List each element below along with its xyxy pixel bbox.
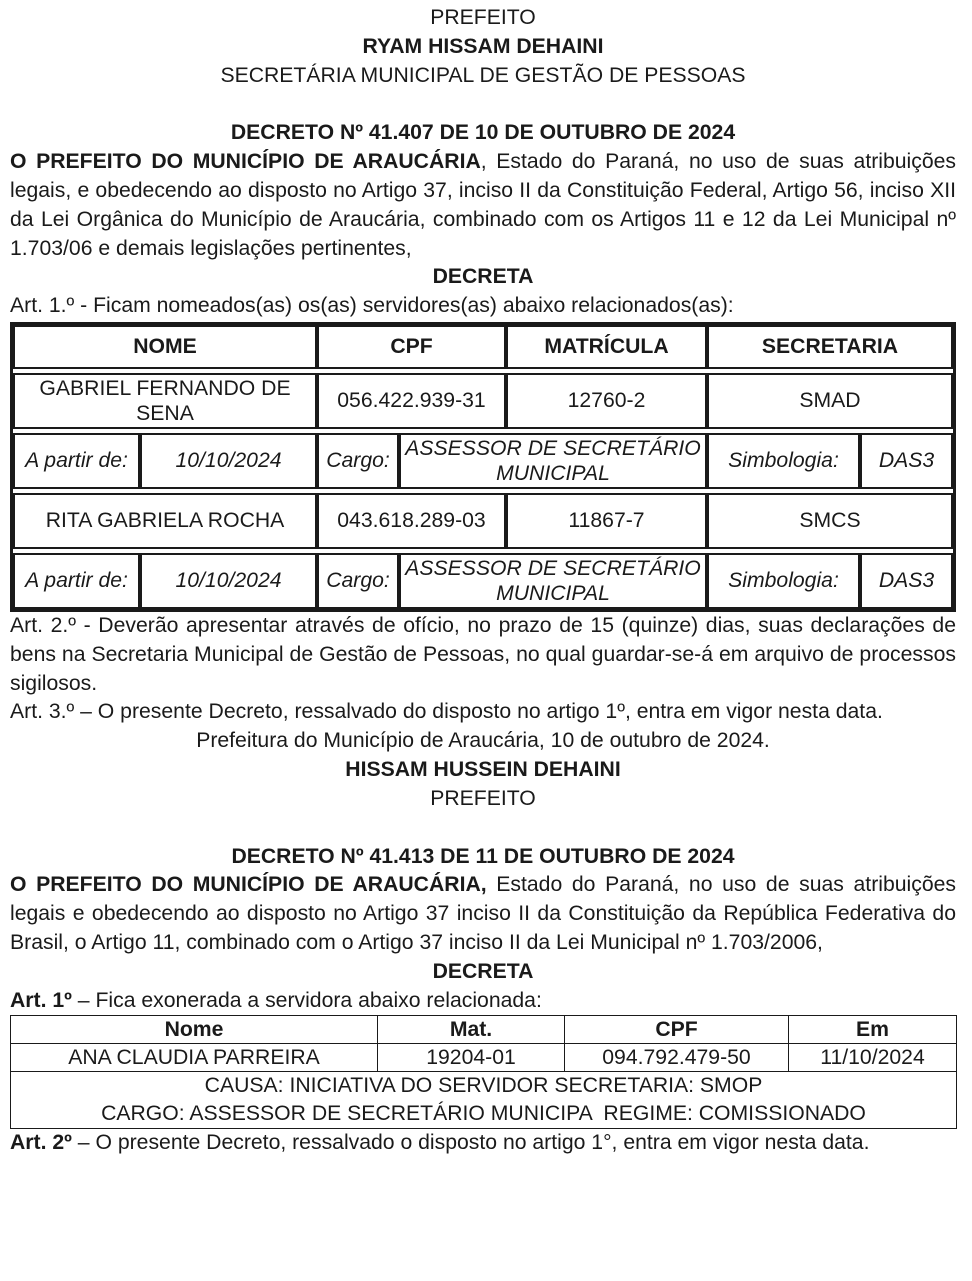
decree1-signer-role: PREFEITO: [430, 786, 536, 810]
decree1-art2: Art. 2.º - Deverão apresentar através de ofício, no prazo de 15 (quinze) dias, suas declarações de bens na Secretaria Municipal de Gestão de Pessoas, no qual guardar-se-á em arquivo de processos sigilosos.: [10, 613, 956, 695]
table-row-details: [13, 553, 953, 609]
simbologia-label: Simbologia:: [707, 433, 860, 489]
cargo-value: ASSESSOR DE SECRETÁRIO MUNICIPAL: [399, 553, 707, 609]
decree2-art2-bold: Art. 2º: [10, 1131, 72, 1155]
document-page: [10, 4, 956, 1158]
a-partir-value: 10/10/2024: [140, 553, 317, 609]
decree2-preamble: [10, 871, 956, 957]
header-name: RYAM HISSAM DEHAINI: [362, 34, 604, 58]
simbologia-label: Simbologia:: [707, 553, 860, 609]
table-header-row: [13, 325, 953, 369]
decree2-art1-rest: – Fica exonerada a servidora abaixo relacionada:: [71, 988, 542, 1012]
decree1-signer: HISSAM HUSSEIN DEHAINI: [345, 757, 621, 781]
decree2-preamble-bold: O PREFEITO DO MUNICÍPIO DE ARAUCÁRIA,: [10, 873, 487, 897]
header-mat: Mat.: [378, 1016, 565, 1044]
table-row: [11, 1044, 957, 1072]
header-nome: Nome: [11, 1016, 378, 1044]
decree2-art2: [10, 1129, 956, 1158]
row-secretaria: SMCS: [707, 493, 953, 549]
cargo-value: ASSESSOR DE SECRETÁRIO MUNICIPAL: [399, 433, 707, 489]
row-nome: GABRIEL FERNANDO DE SENA: [13, 373, 317, 429]
header-matricula: MATRÍCULA: [506, 325, 707, 369]
exoneration-table: [10, 1015, 957, 1129]
appointments-table: [10, 322, 956, 612]
a-partir-label: A partir de:: [13, 433, 140, 489]
header-cpf: CPF: [317, 325, 506, 369]
table-header-row: [11, 1016, 957, 1044]
decree2-preamble-rest: Estado do Paraná, no uso de suas atribuições legais e obedecendo ao disposto no Artigo 37 inciso II da Constituição da República Federativa do Brasil, o Artigo 11, combinado com o Artigo 37 inciso II da Lei Municipal nº 1.703/2006,: [10, 873, 956, 954]
cargo-label: Cargo:: [317, 433, 399, 489]
decree2-art1-bold: Art. 1º: [10, 988, 72, 1012]
decree2-art1: [10, 987, 956, 1016]
table-row: [13, 493, 953, 549]
decree1-preamble-rest: , Estado do Paraná, no uso de suas atribuições legais, e obedecendo ao disposto no Artigo 37, inciso II da Constituição Federal, Artigo 56, inciso XII da Lei Orgânica do Município de Araucária, combinado com os Artigos 11 e 12 da Lei Municipal nº 1.703/06 e demais legislações pertinentes,: [10, 150, 956, 260]
decree1-preamble-bold: O PREFEITO DO MUNICÍPIO DE ARAUCÁRIA: [10, 150, 481, 174]
cargo-line: CARGO: ASSESSOR DE SECRETÁRIO MUNICIPA REGIME: COMISSIONADO: [101, 1102, 866, 1126]
header-secretaria: SECRETARIA: [707, 325, 953, 369]
decree2-title: DECRETO Nº 41.413 DE 11 DE OUTUBRO DE 2024: [231, 844, 735, 868]
decree1-place-date: Prefeitura do Município de Araucária, 10 de outubro de 2024.: [196, 729, 770, 753]
row-cpf: 056.422.939-31: [317, 373, 506, 429]
decree1-decreta: DECRETA: [432, 265, 534, 289]
decree2-decreta: DECRETA: [432, 959, 534, 983]
row-matricula: 11867-7: [506, 493, 707, 549]
simbologia-value: DAS3: [860, 433, 953, 489]
simbologia-value: DAS3: [860, 553, 953, 609]
header-em: Em: [789, 1016, 957, 1044]
header-role: PREFEITO: [430, 6, 536, 29]
cell-em: 11/10/2024: [789, 1044, 957, 1072]
a-partir-label: A partir de:: [13, 553, 140, 609]
row-nome: RITA GABRIELA ROCHA: [13, 493, 317, 549]
decree1-title: DECRETO Nº 41.407 DE 10 DE OUTUBRO DE 2024: [230, 121, 736, 145]
table-row-causa: [11, 1072, 957, 1129]
decree1-art1: Art. 1.º - Ficam nomeados(as) os(as) servidores(as) abaixo relacionados(as):: [10, 294, 734, 318]
row-cpf: 043.618.289-03: [317, 493, 506, 549]
row-secretaria: SMAD: [707, 373, 953, 429]
cell-cpf: 094.792.479-50: [565, 1044, 789, 1072]
header-cpf: CPF: [565, 1016, 789, 1044]
decree2-art2-rest: – O presente Decreto, ressalvado o disposto no artigo 1°, entra em vigor nesta data.: [71, 1131, 870, 1155]
causa-line: CAUSA: INICIATIVA DO SERVIDOR SECRETARIA: SMOP: [204, 1074, 763, 1098]
header-department: SECRETÁRIA MUNICIPAL DE GESTÃO DE PESSOAS: [220, 63, 746, 87]
cargo-label: Cargo:: [317, 553, 399, 609]
decree1-art3: Art. 3.º – O presente Decreto, ressalvado do disposto no artigo 1º, entra em vigor nesta data.: [10, 700, 883, 724]
table-row: [13, 373, 953, 429]
row-matricula: 12760-2: [506, 373, 707, 429]
table-row-details: [13, 433, 953, 489]
decree1-preamble: [10, 148, 956, 263]
header-nome: NOME: [13, 325, 317, 369]
cell-mat: 19204-01: [378, 1044, 565, 1072]
cell-nome: ANA CLAUDIA PARREIRA: [11, 1044, 378, 1072]
a-partir-value: 10/10/2024: [140, 433, 317, 489]
